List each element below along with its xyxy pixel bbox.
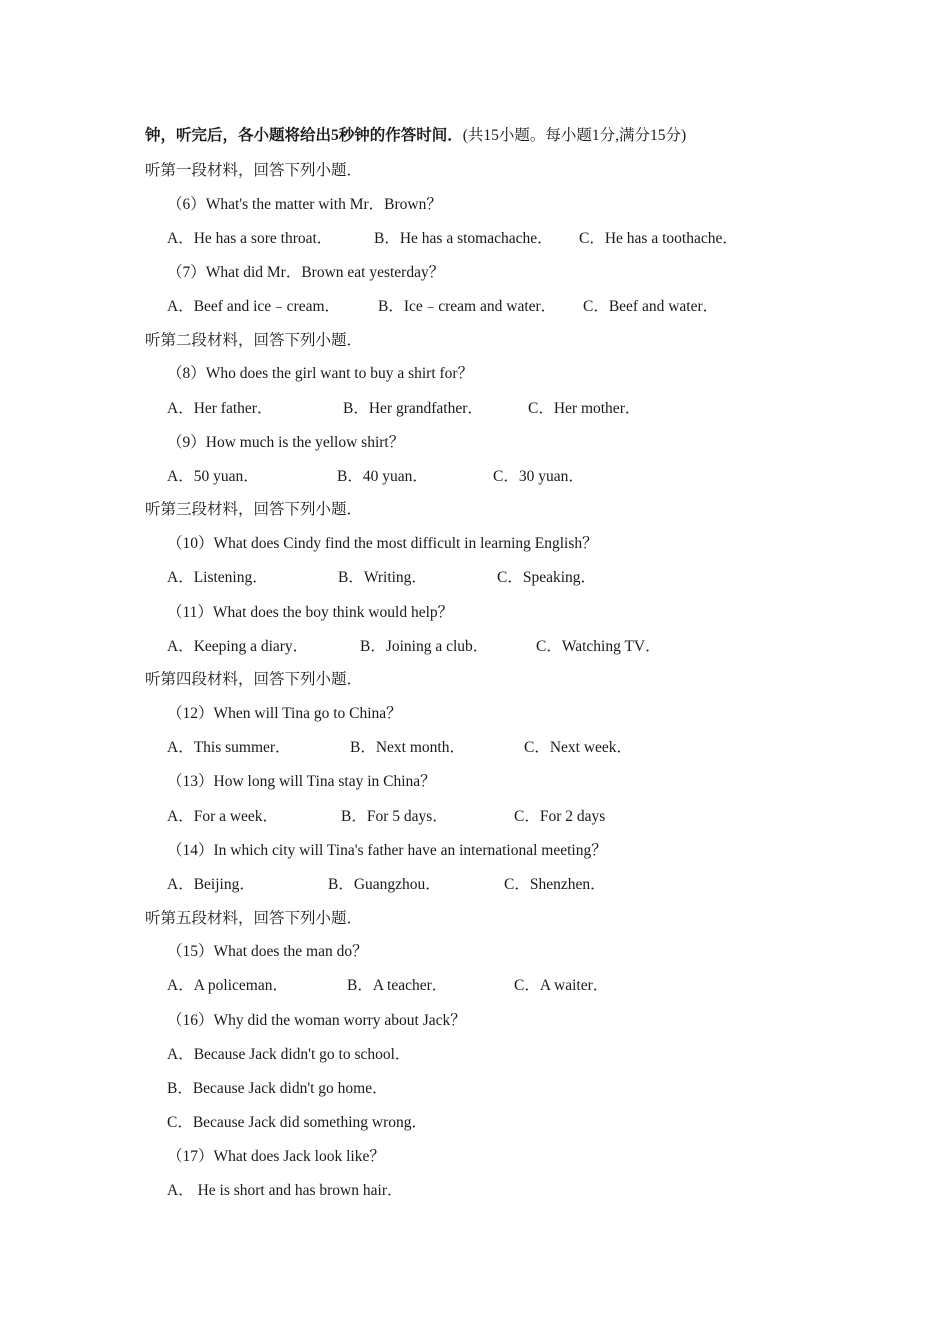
question-text: （15）What does the man do？ bbox=[167, 943, 368, 960]
option-a: A．Beijing． bbox=[167, 876, 255, 893]
question-text: （16）Why did the woman worry about Jack？ bbox=[167, 1012, 466, 1029]
option-b: B．Because Jack didn't go home． bbox=[167, 1080, 388, 1097]
option-c: C．Shenzhen． bbox=[504, 876, 606, 893]
question-text: （17）What does Jack look like？ bbox=[167, 1148, 385, 1165]
options-row bbox=[167, 976, 867, 996]
option-b: B．Her grandfather． bbox=[343, 400, 483, 417]
option-a: A．Her father． bbox=[167, 400, 273, 417]
option-a: A．Keeping a diary． bbox=[167, 638, 309, 655]
option-c: C．He has a toothache． bbox=[579, 230, 738, 247]
option-a: A．A policeman． bbox=[167, 977, 288, 994]
option-b: B．Writing． bbox=[338, 569, 427, 586]
options-row bbox=[167, 637, 867, 657]
option-b: B．For 5 days． bbox=[341, 808, 448, 825]
question-text: （10）What does Cindy find the most difficult in learning English？ bbox=[167, 535, 598, 552]
question-text: （11）What does the boy think would help？ bbox=[167, 604, 454, 621]
option-b: B．Ice﹣cream and water． bbox=[378, 298, 557, 315]
section-heading: 听第四段材料，回答下列小题． bbox=[145, 671, 363, 688]
option-b: B．Next month． bbox=[350, 739, 465, 756]
options-row bbox=[167, 568, 867, 588]
option-b: B．Joining a club． bbox=[360, 638, 489, 655]
question-text: （8）Who does the girl want to buy a shirt for？ bbox=[167, 365, 474, 382]
option-c: C．Speaking． bbox=[497, 569, 597, 586]
question-text: （14）In which city will Tina's father have an international meeting？ bbox=[167, 842, 607, 859]
option-c: C．30 yuan． bbox=[493, 468, 584, 485]
option-a: A．This summer． bbox=[167, 739, 291, 756]
option-a: A．Listening． bbox=[167, 569, 268, 586]
section-heading: 听第五段材料，回答下列小题． bbox=[145, 910, 363, 927]
question-text: （12）When will Tina go to China？ bbox=[167, 705, 402, 722]
section-heading: 听第二段材料，回答下列小题． bbox=[145, 332, 363, 349]
option-b: B．A teacher． bbox=[347, 977, 448, 994]
option-c: C．Watching TV． bbox=[536, 638, 661, 655]
intro-line bbox=[145, 126, 686, 146]
section-heading: 听第三段材料，回答下列小题． bbox=[145, 501, 363, 518]
option-c: C．Because Jack did something wrong． bbox=[167, 1114, 428, 1131]
option-b: B．40 yuan． bbox=[337, 468, 428, 485]
options-row bbox=[167, 738, 867, 758]
options-row bbox=[167, 875, 867, 895]
option-b: B．Guangzhou． bbox=[328, 876, 441, 893]
options-row bbox=[167, 229, 867, 249]
option-a: A． He is short and has brown hair． bbox=[167, 1182, 403, 1199]
question-text: （9）How much is the yellow shirt？ bbox=[167, 434, 405, 451]
option-a: A．He has a sore throat． bbox=[167, 230, 333, 247]
option-a: A．Because Jack didn't go to school． bbox=[167, 1046, 411, 1063]
option-a: A．For a week． bbox=[167, 808, 279, 825]
section-heading: 听第一段材料，回答下列小题． bbox=[145, 162, 363, 179]
option-c: C．Next week． bbox=[524, 739, 633, 756]
option-a: A．Beef and ice﹣cream． bbox=[167, 298, 341, 315]
question-text: （7）What did Mr．Brown eat yesterday？ bbox=[167, 264, 445, 281]
option-c: C．Her mother． bbox=[528, 400, 641, 417]
options-row bbox=[167, 467, 867, 487]
intro-normal-text: (共15小题。每小题1分,满分15分) bbox=[462, 127, 687, 144]
option-c: C．Beef and water． bbox=[583, 298, 719, 315]
options-row bbox=[167, 399, 867, 419]
intro-bold-text: 钟，听完后，各小题将给出5秒钟的作答时间． bbox=[145, 127, 463, 144]
option-c: C．For 2 days bbox=[514, 808, 606, 825]
option-b: B．He has a stomachache． bbox=[374, 230, 553, 247]
option-a: A．50 yuan． bbox=[167, 468, 259, 485]
question-text: （6）What's the matter with Mr．Brown？ bbox=[167, 196, 442, 213]
option-c: C．A waiter． bbox=[514, 977, 609, 994]
question-text: （13）How long will Tina stay in China？ bbox=[167, 773, 436, 790]
options-row bbox=[167, 297, 867, 317]
options-row bbox=[167, 807, 867, 827]
